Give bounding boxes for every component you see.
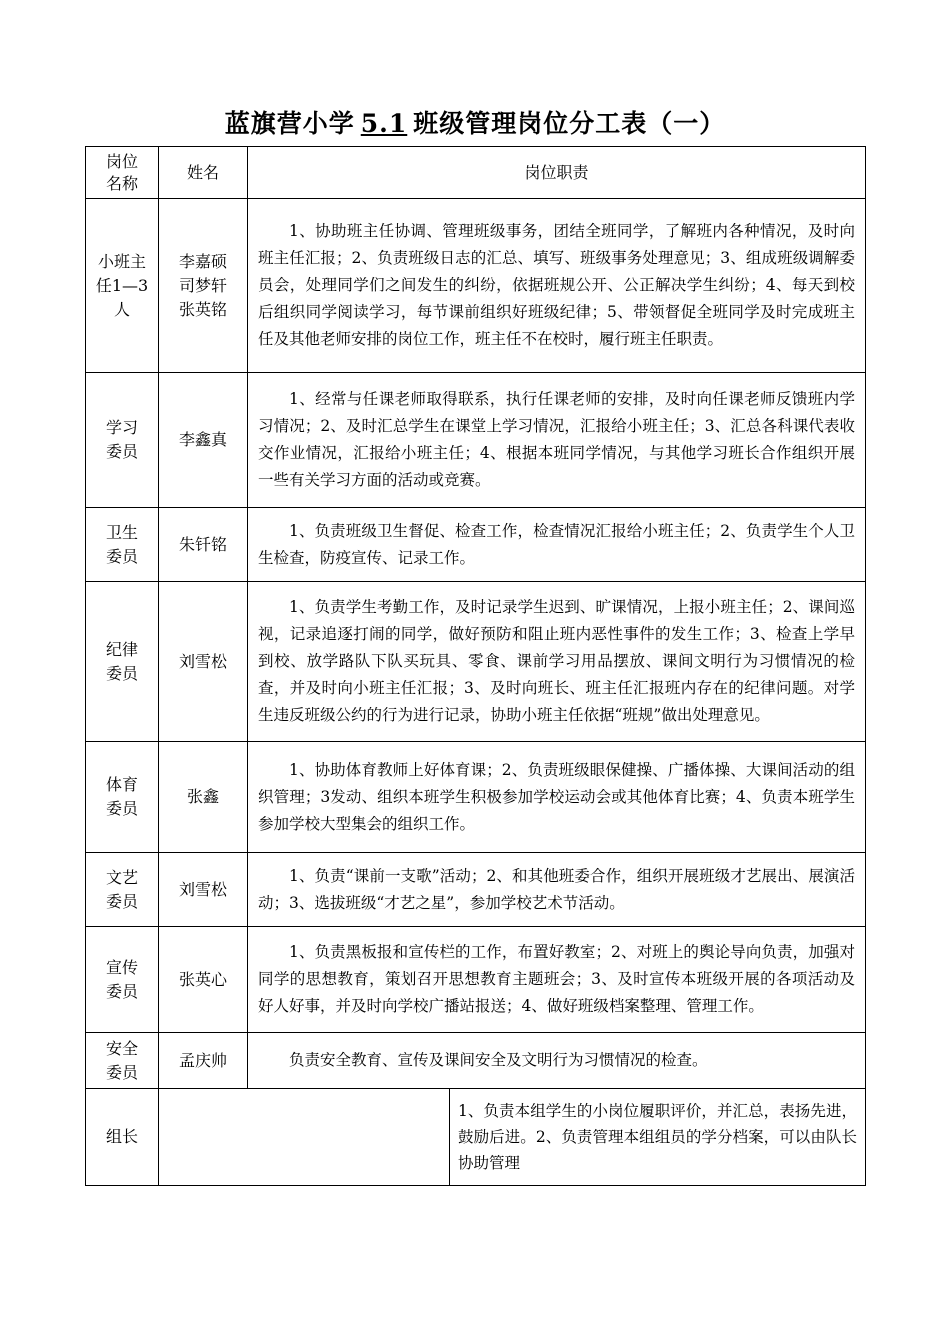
duty-cell	[248, 199, 866, 373]
duty-table	[85, 146, 866, 1186]
header-duty: 岗位职责	[248, 147, 866, 199]
title-suffix: 班级管理岗位分工表（一）	[413, 109, 726, 138]
name-cell: 刘雪松	[159, 582, 248, 742]
table-row	[86, 582, 866, 742]
name-cell: 刘雪松	[159, 853, 248, 927]
duty-cell	[248, 853, 866, 927]
role-cell: 小班主任1—3人	[86, 199, 159, 373]
name-cell: 张英心	[159, 927, 248, 1033]
role-cell: 纪律委员	[86, 582, 159, 742]
role-cell: 体育委员	[86, 742, 159, 853]
table-row	[86, 508, 866, 582]
group-row	[86, 1089, 866, 1186]
role-cell: 文艺委员	[86, 853, 159, 927]
name-cell: 李嘉硕司梦轩张英铭	[159, 199, 248, 373]
name-cell: 孟庆帅	[159, 1033, 248, 1089]
duty-cell	[248, 1033, 866, 1089]
role-cell: 组长	[86, 1089, 159, 1186]
title-school: 蓝旗营小学	[224, 109, 355, 138]
table-row	[86, 927, 866, 1033]
name-cell: 张鑫	[159, 742, 248, 853]
duty-text: 1、负责学生考勤工作，及时记录学生迟到、旷课情况，上报小班主任；2、课间巡视，记录追逐打闹的同学，做好预防和阻止班内恶性事件的发生工作；3、检查上学早到校、放学路队下队买玩具、零食、课前学习用品摆放、课间文明行为习惯情况的检查，并及时向小班主任汇报；3、及时向班长、班主任汇报班内存在的纪律问题。对学生违反班级公约的行为进行记录，协助小班主任依据“班规”做出处理意见。	[258, 598, 856, 724]
table-row	[86, 373, 866, 508]
duty-text: 1、经常与任课老师取得联系，执行任课老师的安排，及时向任课老师反馈班内学习情况；2、及时汇总学生在课堂上学习情况，汇报给小班主任；3、汇总各科课代表收交作业情况，汇报给小班主任；4、根据本班同学情况，与其他学习班长合作组织开展一些有关学习方面的活动或竞赛。	[258, 390, 856, 489]
role-cell: 安全委员	[86, 1033, 159, 1089]
duty-cell	[450, 1089, 866, 1186]
name-cell	[159, 1089, 450, 1186]
duty-cell	[248, 508, 866, 582]
duty-cell	[248, 742, 866, 853]
name-cell: 李鑫真	[159, 373, 248, 508]
role-cell: 宣传委员	[86, 927, 159, 1033]
duty-cell	[248, 582, 866, 742]
duty-text: 负责安全教育、宣传及课间安全及文明行为习惯情况的检查。	[289, 1051, 708, 1069]
table-row	[86, 199, 866, 373]
table-row	[86, 1033, 866, 1089]
duty-text: 1、负责“课前一支歌”活动；2、和其他班委合作，组织开展班级才艺展出、展演活动；3、选拔班级“才艺之星”，参加学校艺术节活动。	[258, 866, 856, 912]
header-name: 姓名	[159, 147, 248, 199]
table-row	[86, 742, 866, 853]
header-row	[86, 147, 866, 199]
duty-cell	[248, 927, 866, 1033]
table-row	[86, 853, 866, 927]
role-cell: 学习委员	[86, 373, 159, 508]
duty-text: 1、协助班主任协调、管理班级事务，团结全班同学，了解班内各种情况，及时向班主任汇报；2、负责班级日志的汇总、填写、班级事务处理意见；3、组成班级调解委员会，处理同学们之间发生的纠纷，依据班规公开、公正解决学生纠纷；4、每天到校后组织同学阅读学习，每节课前组织好班级纪律；5、带领督促全班同学及时完成班主任及其他老师安排的岗位工作，班主任不在校时，履行班主任职责。	[258, 222, 856, 348]
duty-cell	[248, 373, 866, 508]
name-cell: 朱钎铭	[159, 508, 248, 582]
duty-text: 1、负责班级卫生督促、检查工作，检查情况汇报给小班主任；2、负责学生个人卫生检查，防疫宣传、记录工作。	[258, 521, 856, 567]
title-blank: 5.1	[360, 109, 408, 138]
page-title	[0, 104, 950, 140]
duty-text: 1、负责黑板报和宣传栏的工作，布置好教室；2、对班上的舆论导向负责，加强对同学的思想教育，策划召开思想教育主题班会；3、及时宣传本班级开展的各项活动及好人好事，并及时向学校广播站报送；4、做好班级档案整理、管理工作。	[258, 943, 856, 1015]
duty-text: 1、协助体育教师上好体育课；2、负责班级眼保健操、广播体操、大课间活动的组织管理；3发动、组织本班学生积极参加学校运动会或其他体育比赛；4、负责本班学生参加学校大型集会的组织工作。	[258, 760, 856, 833]
header-role: 岗位名称	[86, 147, 159, 199]
duty-text: 1、负责本组学生的小岗位履职评价，并汇总，表扬先进，鼓励后进。2、负责管理本组组员的学分档案，可以由队长协助管理	[458, 1102, 858, 1172]
role-cell: 卫生委员	[86, 508, 159, 582]
